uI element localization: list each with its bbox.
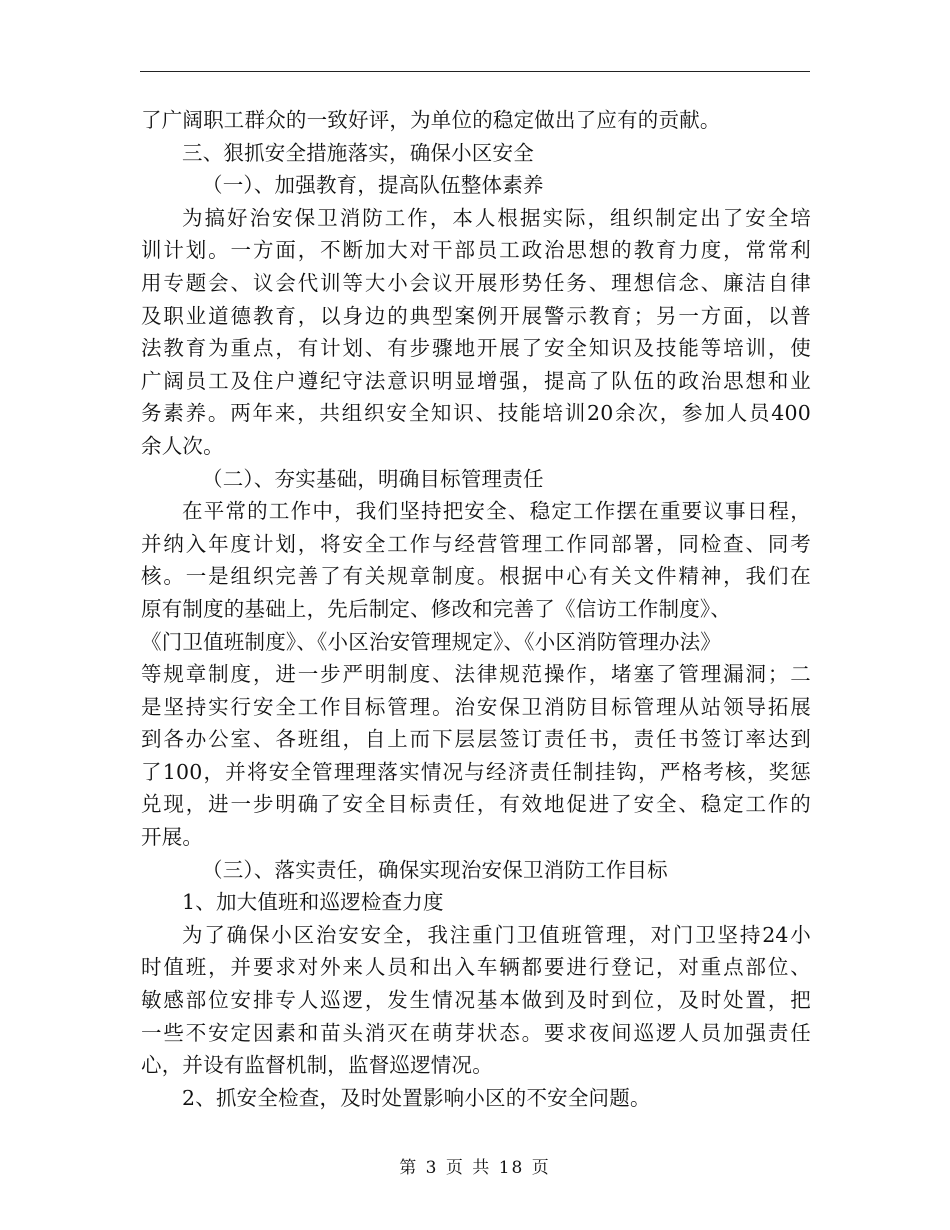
paragraph-line: 《门卫值班制度》、《小区治安管理规定》、《小区消防管理办法》 — [141, 629, 721, 654]
paragraph-line: 开展。 — [141, 825, 204, 850]
paragraph-line: 用专题会、议会代训等大小会议开展形势任务、理想信念、廉洁自律 — [141, 270, 811, 295]
paragraph-line: 广阔员工及住户遵纪守法意识明显增强，提高了队伍的政治思想和业 — [141, 368, 811, 393]
subsection-heading: （二）、夯实基础，明确目标管理责任 — [202, 466, 544, 491]
paragraph-line: 了广阔职工群众的一致好评，为单位的稳定做出了应有的贡献。 — [141, 108, 721, 132]
section-heading: 三、狠抓安全措施落实，确保小区安全 — [182, 140, 534, 165]
item-heading: 2、抓安全检查，及时处置影响小区的不安全问题。 — [182, 1085, 651, 1110]
paragraph-line: 时值班，并要求对外来人员和出入车辆都要进行登记，对重点部位、 — [141, 955, 811, 980]
header-rule — [140, 71, 810, 72]
paragraph-line: 训计划。一方面，不断加大对干部员工政治思想的教育力度，常常利 — [141, 238, 811, 263]
paragraph-line: 务素养。两年来，共组织安全知识、技能培训20余次，参加人员400 — [141, 401, 811, 426]
paragraph-line: 为了确保小区治安安全，我注重门卫值班管理，对门卫坚持24小 — [182, 922, 811, 947]
paragraph-line: 余人次。 — [141, 433, 224, 458]
paragraph-line: 在平常的工作中，我们坚持把安全、稳定工作摆在重要议事日程， — [182, 499, 811, 524]
subsection-heading: （三）、落实责任，确保实现治安保卫消防工作目标 — [202, 857, 668, 882]
paragraph-line: 原有制度的基础上，先后制定、修改和完善了《信访工作制度》、 — [141, 596, 732, 621]
paragraph-line: 敏感部位安排专人巡逻，发生情况基本做到及时到位，及时处置，把 — [141, 988, 811, 1013]
paragraph-line: 兑现，进一步明确了安全目标责任，有效地促进了安全、稳定工作的 — [141, 792, 811, 817]
paragraph-line: 了100，并将安全管理理落实情况与经济责任制挂钩，严格考核，奖惩 — [141, 759, 811, 784]
paragraph-line: 并纳入年度计划，将安全工作与经营管理工作同部署，同检查、同考 — [141, 531, 811, 556]
paragraph-line: 及职业道德教育，以身边的典型案例开展警示教育；另一方面，以普 — [141, 303, 811, 328]
page-footer: 第 3 页 共 18 页 — [399, 1158, 551, 1178]
subsection-heading: （一）、加强教育，提高队伍整体素养 — [202, 173, 544, 198]
paragraph-line: 核。一是组织完善了有关规章制度。根据中心有关文件精神，我们在 — [141, 564, 811, 589]
paragraph-line: 是坚持实行安全工作目标管理。治安保卫消防目标管理从站领导拓展 — [141, 694, 811, 719]
item-heading: 1、加大值班和巡逻检查力度 — [182, 890, 444, 915]
paragraph-line: 为搞好治安保卫消防工作，本人根据实际，组织制定出了安全培 — [182, 205, 811, 230]
document-body — [141, 104, 811, 1114]
paragraph-line: 一些不安定因素和苗头消灭在萌芽状态。要求夜间巡逻人员加强责任 — [141, 1020, 811, 1045]
paragraph-line: 等规章制度，进一步严明制度、法律规范操作，堵塞了管理漏洞；二 — [141, 662, 811, 687]
paragraph-line: 法教育为重点，有计划、有步骤地开展了安全知识及技能等培训，使 — [141, 336, 811, 361]
paragraph-line: 心，并设有监督机制，监督巡逻情况。 — [141, 1053, 493, 1078]
paragraph-line: 到各办公室、各班组，自上而下层层签订责任书，责任书签订率达到 — [141, 727, 811, 752]
